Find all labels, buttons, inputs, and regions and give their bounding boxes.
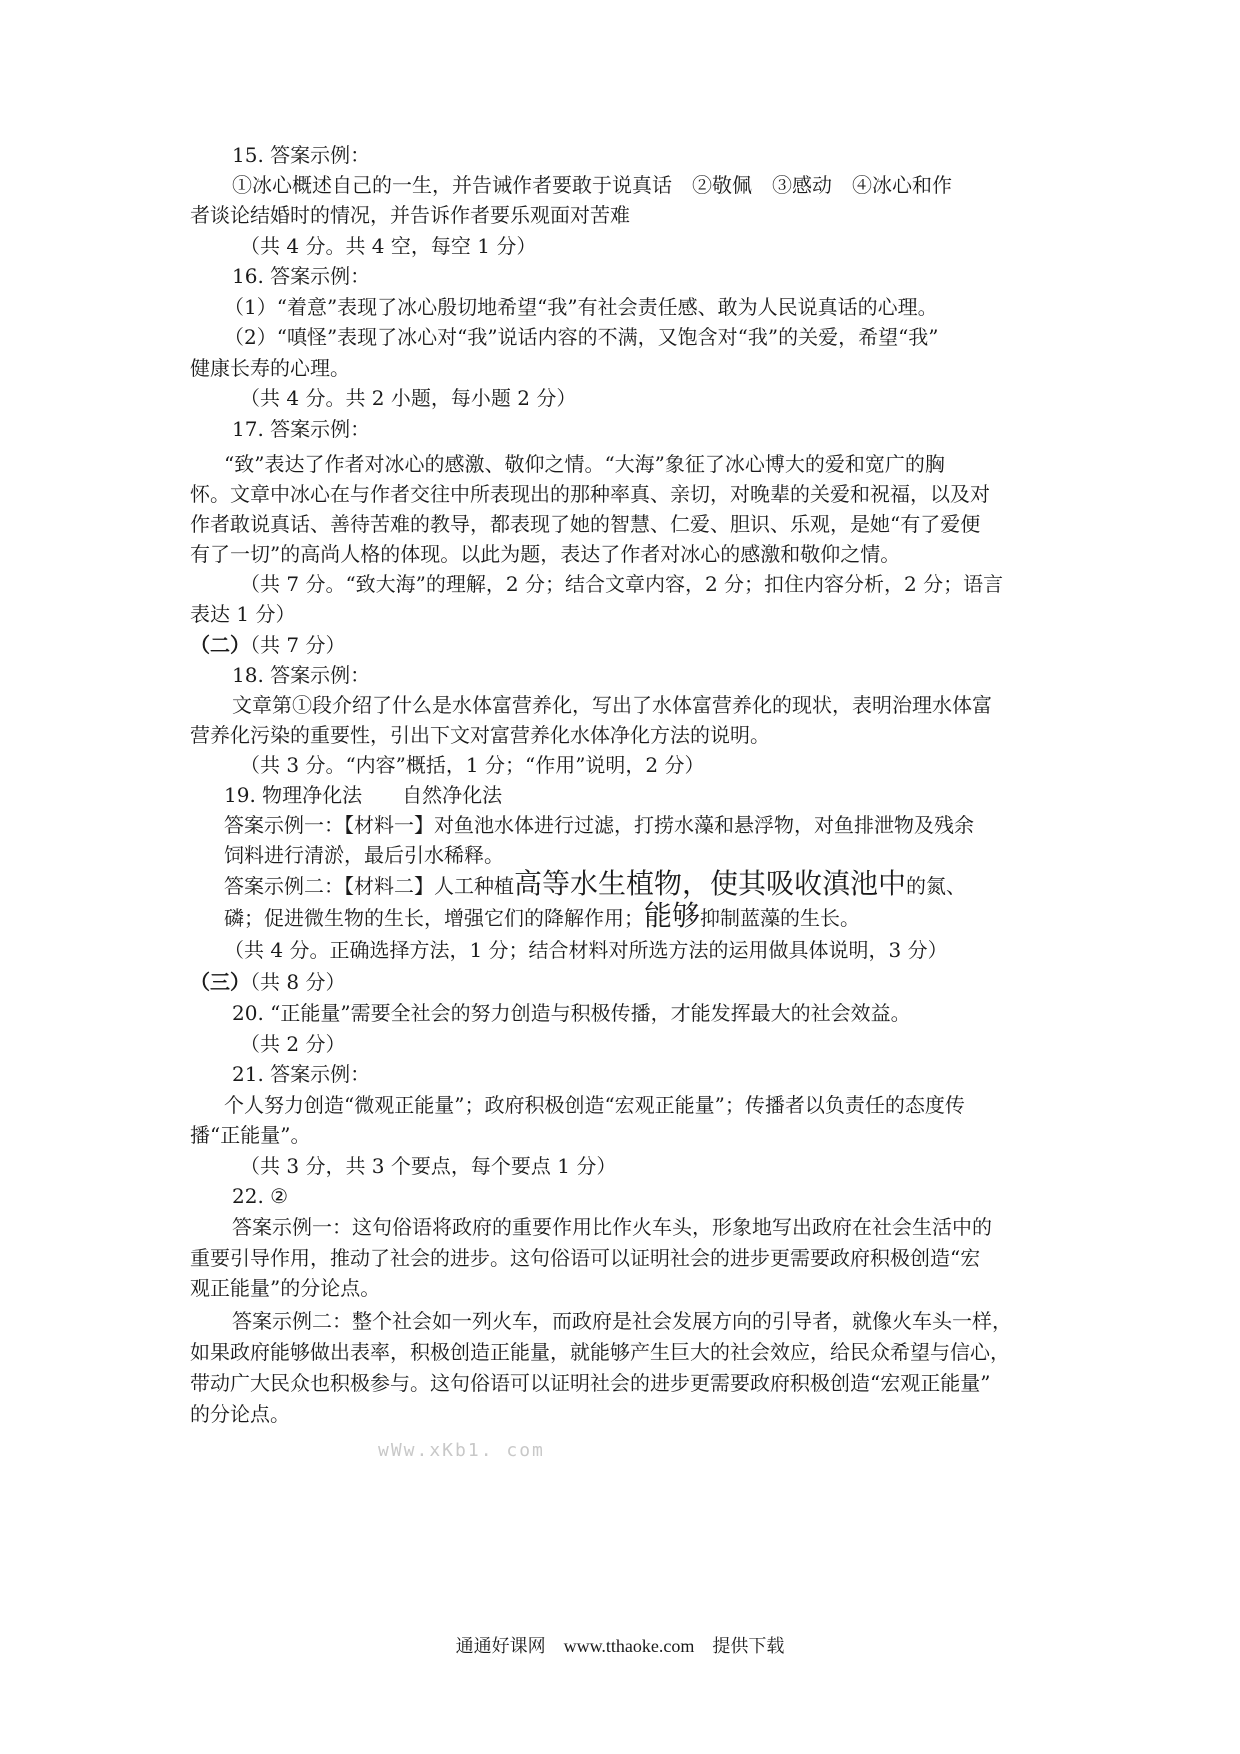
section-2-number: （二）	[190, 633, 250, 657]
q17-answer-line-2: 怀。文章中冰心在与作者交往中所表现出的那种率真、亲切，对晚辈的关爱和祝福，以及对	[190, 482, 990, 506]
q22-example-1-line-3: 观正能量”的分论点。	[190, 1276, 381, 1300]
q22-example-2-line-3: 带动广大民众也积极参与。这句俗语可以证明社会的进步更需要政府积极创造“宏观正能量”	[190, 1371, 991, 1395]
q16-answer-2: （2）“嗔怪”表现了冰心对“我”说话内容的不满，又饱含对“我”的关爱，希望“我”	[224, 325, 939, 349]
q19-example-2-line-1	[224, 867, 967, 900]
q19-example-2-text-a: 答案示例二：【材料二】人工种植	[224, 874, 514, 898]
q22-example-2-line-2: 如果政府能够做出表率，积极创造正能量，就能够产生巨大的社会效应，给民众希望与信心，	[190, 1340, 1010, 1364]
q17-answer-line-1: “致”表达了作者对冰心的感激、敬仰之情。“大海”象征了冰心博大的爱和宽广的胸	[224, 452, 945, 476]
q19-example-1-line-1: 答案示例一：【材料一】对鱼池水体进行过滤，打捞水藻和悬浮物，对鱼排泄物及残余	[224, 813, 974, 837]
q16-answer-2-cont: 健康长寿的心理。	[190, 356, 350, 380]
q17-heading: 17. 答案示例：	[232, 417, 371, 441]
section-3-heading	[190, 970, 345, 994]
q18-score-note: （共 3 分。“内容”概括，1 分；“作用”说明，2 分）	[240, 753, 705, 777]
q16-heading: 16. 答案示例：	[232, 264, 371, 288]
q18-answer-line-2: 营养化污染的重要性，引出下文对富营养化水体净化方法的说明。	[190, 723, 770, 747]
q15-answer-line-2: 者谈论结婚时的情况，并告诉作者要乐观面对苦难	[190, 203, 630, 227]
q19-score-note: （共 4 分。正确选择方法，1 分；结合材料对所选方法的运用做具体说明，3 分）	[224, 938, 948, 962]
q17-score-note: （共 7 分。“致大海”的理解，2 分；结合文章内容，2 分；扣住内容分析，2 分；语言	[240, 572, 1004, 596]
q22-example-1-line-2: 重要引导作用，推动了社会的进步。这句俗语可以证明社会的进步更需要政府积极创造“宏	[190, 1246, 981, 1270]
q20-score-note: （共 2 分）	[240, 1032, 346, 1056]
q22-answer: 22. ②	[232, 1184, 289, 1208]
page-footer: 通通好课网 www.tthaoke.com 提供下载	[455, 1636, 785, 1656]
q21-answer-line-1: 个人努力创造“微观正能量”；政府积极创造“宏观正能量”；传播者以负责任的态度传	[224, 1093, 965, 1117]
q19-example-2-line-2	[224, 899, 861, 932]
q18-heading: 18. 答案示例：	[232, 663, 371, 687]
q15-heading: 15. 答案示例：	[232, 143, 371, 167]
q18-answer-line-1: 文章第①段介绍了什么是水体富营养化，写出了水体富营养化的现状，表明治理水体富	[232, 693, 992, 717]
watermark: wWw.xKb1. com	[378, 1440, 545, 1461]
q19-example-2-text-b: 高等水生植物，使其吸收滇池中	[514, 867, 907, 900]
q19-example-2-text-e: 能够	[644, 899, 701, 932]
q16-answer-1: （1）“着意”表现了冰心殷切地希望“我”有社会责任感、敢为人民说真话的心理。	[224, 295, 938, 319]
q19-answer: 19. 物理净化法 自然净化法	[224, 783, 503, 807]
section-2-score: （共 7 分）	[250, 633, 346, 657]
section-3-number: （三）	[190, 970, 250, 994]
q19-example-2-text-f: 抑制蓝藻的生长。	[700, 906, 861, 930]
q17-answer-line-3: 作者敢说真话、善待苦难的教导，都表现了她的智慧、仁爱、胆识、乐观，是她“有了爱便	[190, 512, 981, 536]
q20-answer: 20. “正能量”需要全社会的努力创造与积极传播，才能发挥最大的社会效益。	[232, 1001, 911, 1025]
q19-example-1-line-2: 饲料进行清淤，最后引水稀释。	[224, 843, 504, 867]
q21-answer-line-2: 播“正能量”。	[190, 1123, 311, 1147]
q22-example-2-line-1: 答案示例二：整个社会如一列火车，而政府是社会发展方向的引导者，就像火车头一样，	[232, 1309, 1012, 1333]
q22-example-1-line-1: 答案示例一：这句俗语将政府的重要作用比作火车头，形象地写出政府在社会生活中的	[232, 1215, 992, 1239]
q19-example-2-text-d: 磷；促进微生物的生长，增强它们的降解作用；	[224, 906, 644, 930]
q15-score-note: （共 4 分。共 4 空，每空 1 分）	[240, 234, 537, 258]
q21-heading: 21. 答案示例：	[232, 1062, 371, 1086]
q17-score-note-cont: 表达 1 分）	[190, 602, 296, 626]
section-3-score: （共 8 分）	[250, 970, 346, 994]
q19-example-2-text-c: 的氮、	[906, 874, 967, 898]
q16-score-note: （共 4 分。共 2 小题，每小题 2 分）	[240, 386, 577, 410]
q21-score-note: （共 3 分，共 3 个要点，每个要点 1 分）	[240, 1154, 617, 1178]
q22-example-2-line-4: 的分论点。	[190, 1402, 290, 1426]
q17-answer-line-4: 有了一切”的高尚人格的体现。以此为题，表达了作者对冰心的感激和敬仰之情。	[190, 542, 901, 566]
q15-answer-line-1: ①冰心概述自己的一生，并告诫作者要敢于说真话 ②敬佩 ③感动 ④冰心和作	[232, 173, 952, 197]
section-2-heading	[190, 633, 345, 657]
